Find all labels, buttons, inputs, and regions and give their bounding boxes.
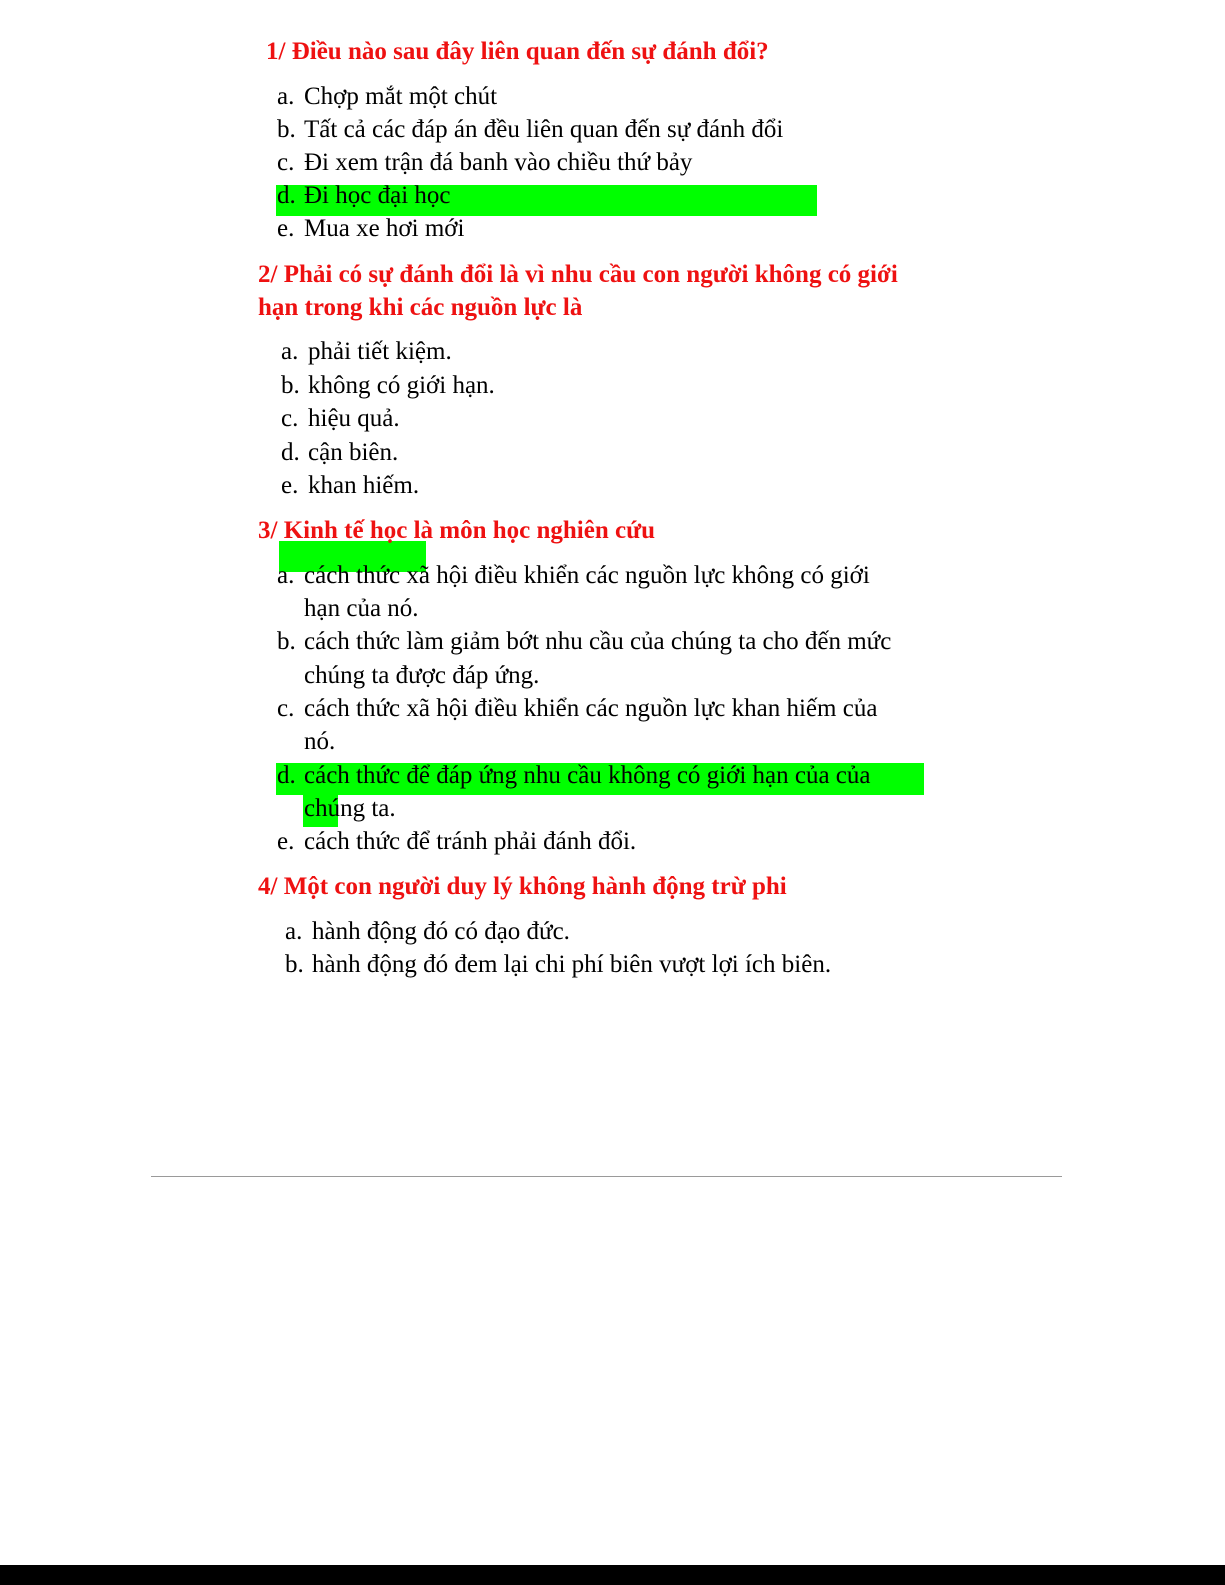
- option-text: cách thức xã hội điều khiển các nguồn lực không có giới: [304, 562, 870, 589]
- question-3-title: 3/ Kinh tế học là môn học nghiên cứu: [258, 517, 655, 544]
- question-1-title: 1/ Điều nào sau đây liên quan đến sự đánh đổi?: [266, 38, 769, 65]
- option-text: không có giới hạn.: [308, 372, 495, 399]
- option-letter: a.: [285, 918, 303, 945]
- option-text: Đi học đại học: [304, 182, 451, 209]
- question-1-option-a: [277, 80, 497, 113]
- option-text: cách thức để đáp ứng nhu cầu không có giới hạn của của: [304, 762, 871, 789]
- option-text: Mua xe hơi mới: [304, 215, 465, 242]
- question-3-option-a-line1: [277, 559, 870, 592]
- option-text: cách thức để tránh phải đánh đổi.: [304, 828, 637, 855]
- question-3-option-e: [277, 825, 636, 858]
- question-1-option-e: [277, 212, 464, 245]
- question-1-option-b: [277, 113, 783, 146]
- option-letter: e.: [281, 472, 299, 499]
- option-text: phải tiết kiệm.: [308, 338, 452, 365]
- option-letter: e.: [277, 215, 295, 242]
- option-letter: a.: [281, 338, 299, 365]
- option-letter: b.: [285, 951, 304, 978]
- option-text: Đi xem trận đá banh vào chiều thứ bảy: [304, 149, 693, 176]
- question-2-title-line1: 2/ Phải có sự đánh đổi là vì nhu cầu con người không có giới: [258, 261, 898, 288]
- option-text: Chợp mắt một chút: [304, 83, 498, 110]
- option-letter: c.: [277, 695, 295, 722]
- question-2-title-line2: hạn trong khi các nguồn lực là: [258, 294, 583, 321]
- page-divider: [151, 1176, 1062, 1177]
- question-4-option-b: [285, 948, 831, 981]
- option-text: Tất cả các đáp án đều liên quan đến sự đánh đổi: [304, 116, 784, 143]
- option-text: cách thức làm giảm bớt nhu cầu của chúng ta cho đến mức: [304, 628, 892, 655]
- question-2-option-d: [281, 436, 398, 469]
- option-letter: b.: [277, 628, 296, 655]
- option-letter: d.: [277, 182, 296, 209]
- question-2-option-c: [281, 402, 400, 435]
- question-1-option-c: [277, 146, 692, 179]
- option-text: hành động đó có đạo đức.: [312, 918, 570, 945]
- question-3-option-a-line2: hạn của nó.: [304, 595, 419, 622]
- option-letter: e.: [277, 828, 295, 855]
- option-letter: c.: [281, 405, 299, 432]
- option-text: cách thức xã hội điều khiển các nguồn lực khan hiếm của: [304, 695, 878, 722]
- bottom-edge-bar: [0, 1565, 1225, 1585]
- option-text: hành động đó đem lại chi phí biên vượt lợi ích biên.: [312, 951, 832, 978]
- question-2-option-e: [281, 469, 419, 502]
- option-letter: b.: [281, 372, 300, 399]
- option-letter: d.: [277, 762, 296, 789]
- question-4-option-a: [285, 915, 570, 948]
- option-text: khan hiếm.: [308, 472, 420, 499]
- question-3-option-c-line2: nó.: [304, 728, 336, 755]
- question-4-title: 4/ Một con người duy lý không hành động trừ phi: [258, 873, 787, 900]
- question-3-option-d-line1: [277, 759, 871, 792]
- option-text: hiệu quả.: [308, 405, 400, 432]
- question-2-option-a: [281, 335, 452, 368]
- question-3-option-c-line1: [277, 692, 877, 725]
- option-letter: a.: [277, 562, 295, 589]
- question-1-option-d: [277, 179, 450, 212]
- option-text: cận biên.: [308, 439, 399, 466]
- option-letter: d.: [281, 439, 300, 466]
- option-letter: b.: [277, 116, 296, 143]
- question-3-option-d-line2: chúng ta.: [304, 795, 396, 822]
- option-letter: c.: [277, 149, 295, 176]
- question-3-option-b-line2: chúng ta được đáp ứng.: [304, 662, 540, 689]
- question-3-option-b-line1: [277, 625, 891, 658]
- option-letter: a.: [277, 83, 295, 110]
- question-2-option-b: [281, 369, 495, 402]
